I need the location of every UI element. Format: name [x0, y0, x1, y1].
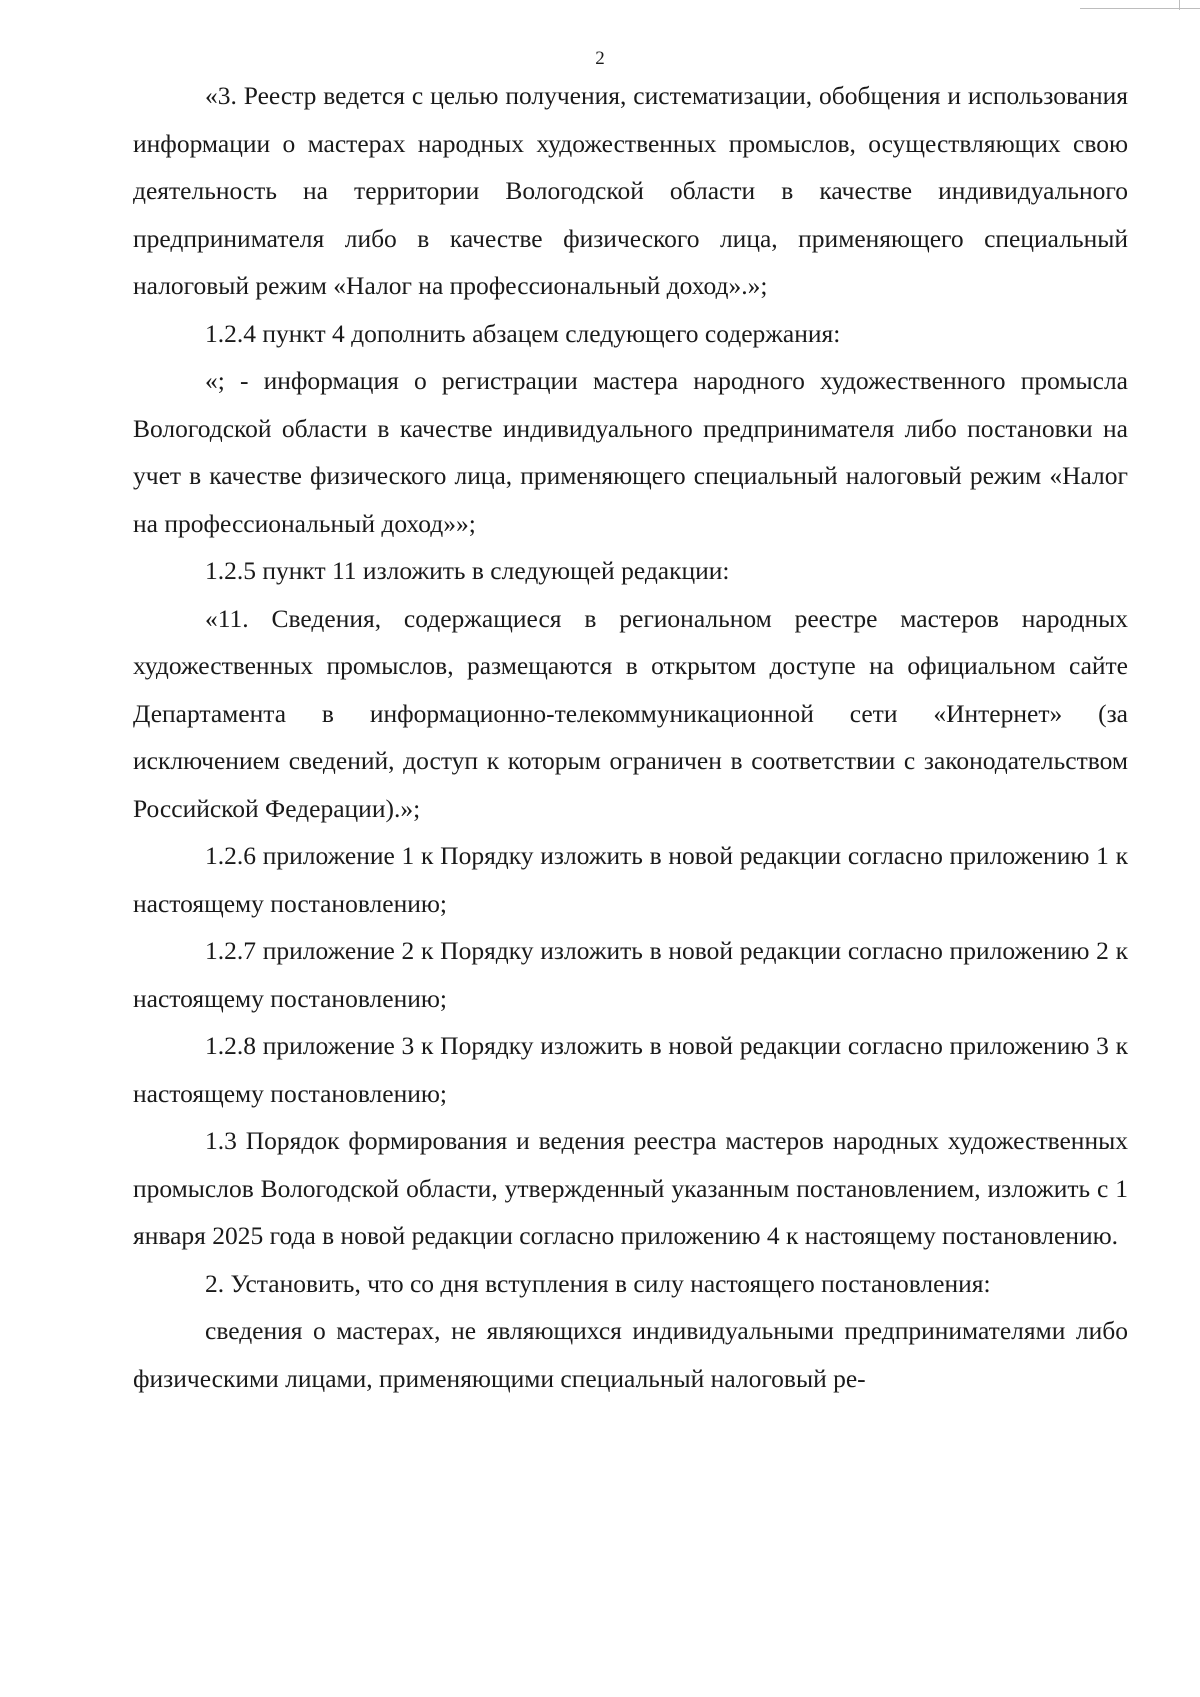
paragraph-masters-info: сведения о мастерах, не являющихся индивидуальными предпринимателями либо физическими лицами, применяющими специальный налоговый ре- — [133, 1316, 1128, 1393]
scan-corner-mark — [1080, 0, 1200, 9]
paragraph-item-11: «11. Сведения, содержащиеся в региональном реестре мастеров народных художественных промыслов, размещаются в открытом доступе на официальном сайте Департамента в информационно-телекоммуникационной сети «Интернет» (за исключением сведений, доступ к которым ограничен в соответствии с законодательством Российской Федерации).»; — [133, 603, 1128, 823]
paragraph-1-3: 1.3 Порядок формирования и ведения реестра мастеров народных художественных промыслов Вологодской области, утвержденный указанным постановлением, изложить с 1 января 2025 года в новой редакции согласно приложению 4 к настоящему постановлению. — [133, 1126, 1128, 1250]
document-body — [133, 72, 1128, 1402]
page-number: 2 — [595, 48, 605, 69]
paragraph-1-2-7: 1.2.7 приложение 2 к Порядку изложить в новой редакции согласно приложению 2 к настоящему постановлению; — [133, 936, 1128, 1013]
paragraph-registration-info: «; - информация о регистрации мастера народного художественного промысла Вологодской области в качестве индивидуального предпринимателя либо постановки на учет в качестве физического лица, применяющего специальный налоговый режим «Налог на профессиональный доход»»; — [133, 366, 1128, 538]
paragraph-1-2-6: 1.2.6 приложение 1 к Порядку изложить в новой редакции согласно приложению 1 к настоящему постановлению; — [133, 841, 1128, 918]
scan-corner-tick — [1179, 0, 1180, 10]
paragraph-1-2-5: 1.2.5 пункт 11 изложить в следующей редакции: — [205, 556, 730, 585]
paragraph-1-2-4: 1.2.4 пункт 4 дополнить абзацем следующего содержания: — [205, 318, 841, 348]
paragraph-2: 2. Установить, что со дня вступления в силу настоящего постановления: — [205, 1268, 991, 1298]
paragraph-1-2-8: 1.2.8 приложение 3 к Порядку изложить в новой редакции согласно приложению 3 к настоящему постановлению; — [133, 1031, 1128, 1108]
paragraph-registry-purpose: «3. Реестр ведется с целью получения, систематизации, обобщения и использования информации о мастерах народных художественных промыслов, осуществляющих свою деятельность на территории Вологодской области в качестве индивидуального предпринимателя либо в качестве физического лица, применяющего специальный налоговый режим «Налог на профессиональный доход».»; — [133, 81, 1128, 300]
